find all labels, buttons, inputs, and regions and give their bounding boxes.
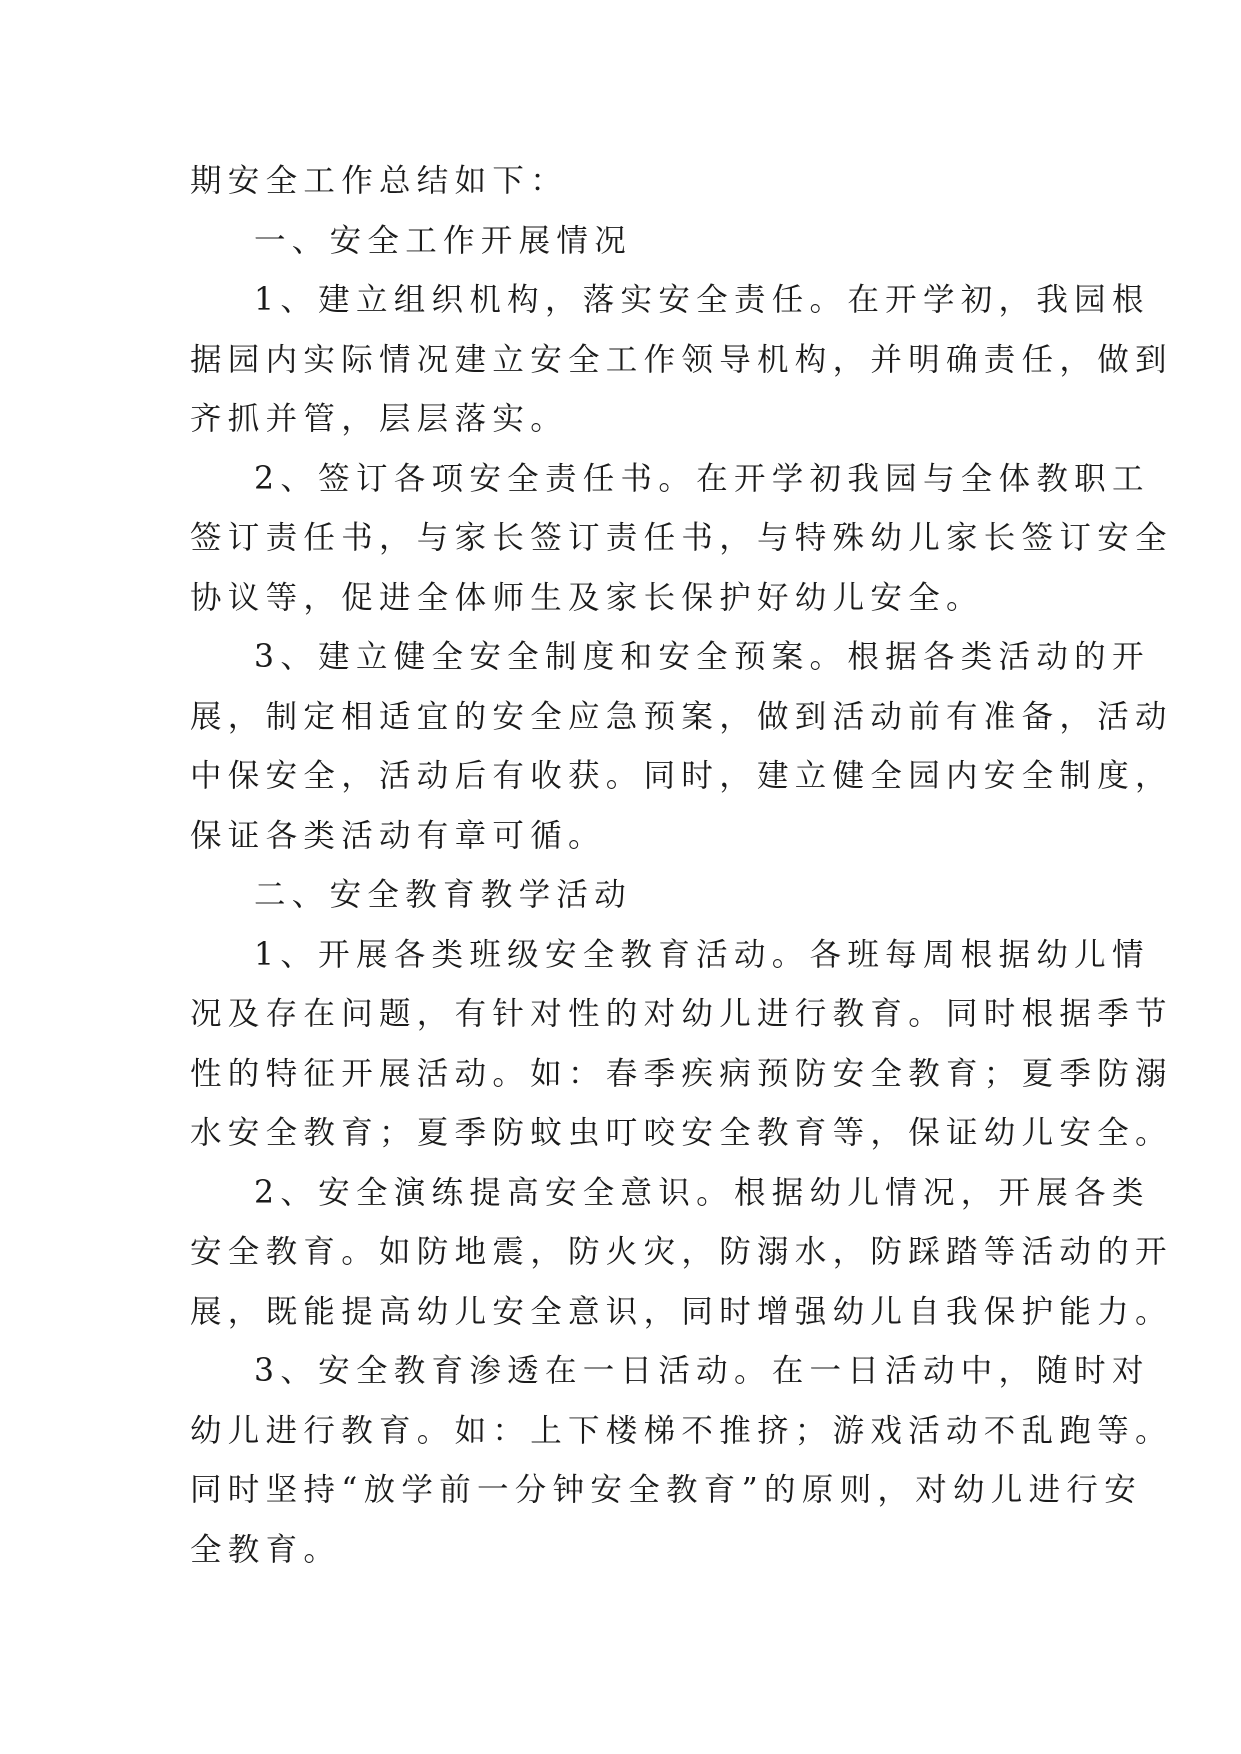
section-heading: 一、安全工作开展情况 (254, 222, 633, 259)
text-line: 展，制定相适宜的安全应急预案，做到活动前有准备，活动 (190, 698, 1173, 735)
text-line: 3、安全教育渗透在一日活动。在一日活动中，随时对 (254, 1353, 1150, 1389)
text-line: 3、建立健全安全制度和安全预案。根据各类活动的开 (254, 639, 1150, 675)
text-line: 1、建立组织机构，落实安全责任。在开学初，我园根 (254, 282, 1150, 318)
text-line: 协议等，促进全体师生及家长保护好幼儿安全。 (190, 579, 984, 616)
text-line: 据园内实际情况建立安全工作领导机构，并明确责任，做到 (190, 341, 1173, 378)
text-line: 幼儿进行教育。如：上下楼梯不推挤；游戏活动不乱跑等。 (190, 1412, 1173, 1449)
text-line: 展，既能提高幼儿安全意识，同时增强幼儿自我保护能力。 (190, 1293, 1173, 1330)
text-line: 期安全工作总结如下： (190, 163, 569, 199)
text-line: 安全教育。如防地震，防火灾，防溺水，防踩踏等活动的开 (190, 1234, 1173, 1270)
text-line: 况及存在问题，有针对性的对幼儿进行教育。同时根据季节 (190, 996, 1173, 1032)
text-line: 齐抓并管，层层落实。 (190, 401, 569, 437)
text-line: 保证各类活动有章可循。 (190, 817, 606, 854)
text-line: 同时坚持“放学前一分钟安全教育”的原则，对幼儿进行安 (190, 1472, 1143, 1508)
text-line: 签订责任书，与家长签订责任书，与特殊幼儿家长签订安全 (190, 520, 1173, 556)
text-line: 全教育。 (190, 1531, 342, 1568)
text-line: 2、签订各项安全责任书。在开学初我园与全体教职工 (254, 460, 1150, 497)
section-heading: 二、安全教育教学活动 (254, 877, 633, 913)
text-line: 1、开展各类班级安全教育活动。各班每周根据幼儿情 (254, 936, 1150, 973)
text-line: 水安全教育；夏季防蚊虫叮咬安全教育等，保证幼儿安全。 (190, 1115, 1173, 1151)
text-line: 2、安全演练提高安全意识。根据幼儿情况，开展各类 (254, 1174, 1150, 1211)
document-body (190, 152, 1173, 1580)
text-line: 性的特征开展活动。如：春季疾病预防安全教育；夏季防溺 (190, 1055, 1173, 1092)
text-line: 中保安全，活动后有收获。同时，建立健全园内安全制度， (190, 758, 1173, 794)
